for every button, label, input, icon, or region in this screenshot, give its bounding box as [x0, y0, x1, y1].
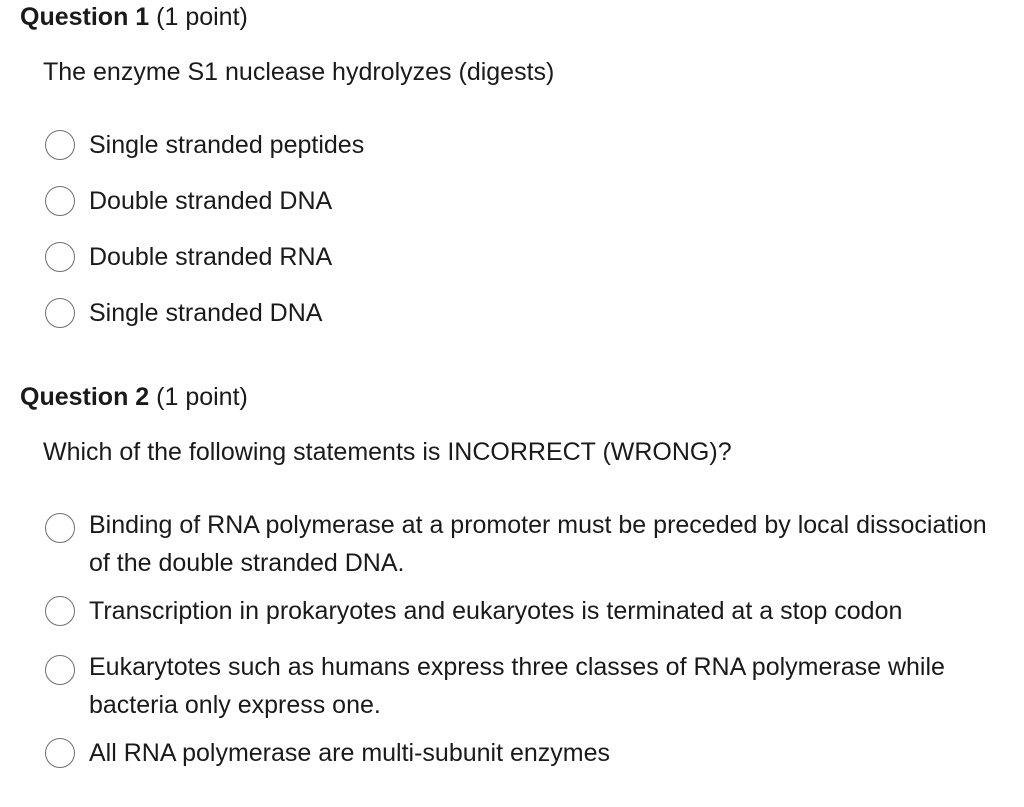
question-header — [20, 382, 248, 412]
question-number: Question 1 — [20, 3, 150, 31]
question-prompt: The enzyme S1 nuclease hydrolyzes (digests) — [43, 58, 555, 86]
answer-option-label: Eukarytotes such as humans express three classes of RNA polymerase while bacteria only express one. — [89, 653, 945, 719]
answer-option-multi-subunit[interactable] — [45, 738, 1005, 772]
answer-option-single-stranded-dna[interactable] — [45, 298, 1005, 332]
answer-option-label: Binding of RNA polymerase at a promoter must be preceded by local dissociation of the double stranded DNA. — [89, 511, 987, 577]
answer-option-label: Single stranded DNA — [89, 299, 323, 327]
question-prompt: Which of the following statements is INCORRECT (WRONG)? — [43, 438, 732, 466]
radio-button[interactable] — [45, 298, 75, 328]
question-number: Question 2 — [20, 383, 150, 411]
answer-option-double-stranded-rna[interactable] — [45, 242, 1005, 276]
radio-button[interactable] — [45, 738, 75, 768]
question-header — [20, 2, 248, 32]
radio-button[interactable] — [45, 130, 75, 160]
answer-option-stop-codon[interactable] — [45, 596, 1005, 630]
radio-button[interactable] — [45, 655, 75, 685]
question-points: (1 point) — [156, 3, 248, 31]
answer-option-label: Double stranded RNA — [89, 243, 333, 271]
answer-option-label: Transcription in prokaryotes and eukaryotes is terminated at a stop codon — [89, 597, 903, 625]
answer-option-double-stranded-dna[interactable] — [45, 186, 1005, 220]
question-points: (1 point) — [156, 383, 248, 411]
radio-button[interactable] — [45, 186, 75, 216]
answer-option-single-stranded-peptides[interactable] — [45, 130, 1005, 164]
answer-option-rna-polymerase-classes[interactable] — [45, 652, 1005, 724]
answer-option-label: All RNA polymerase are multi-subunit enzymes — [89, 739, 611, 767]
radio-button[interactable] — [45, 596, 75, 626]
answer-option-promoter-dissociation[interactable] — [45, 510, 1005, 582]
radio-button[interactable] — [45, 242, 75, 272]
answer-option-label: Double stranded DNA — [89, 187, 333, 215]
answer-option-label: Single stranded peptides — [89, 131, 365, 159]
radio-button[interactable] — [45, 513, 75, 543]
